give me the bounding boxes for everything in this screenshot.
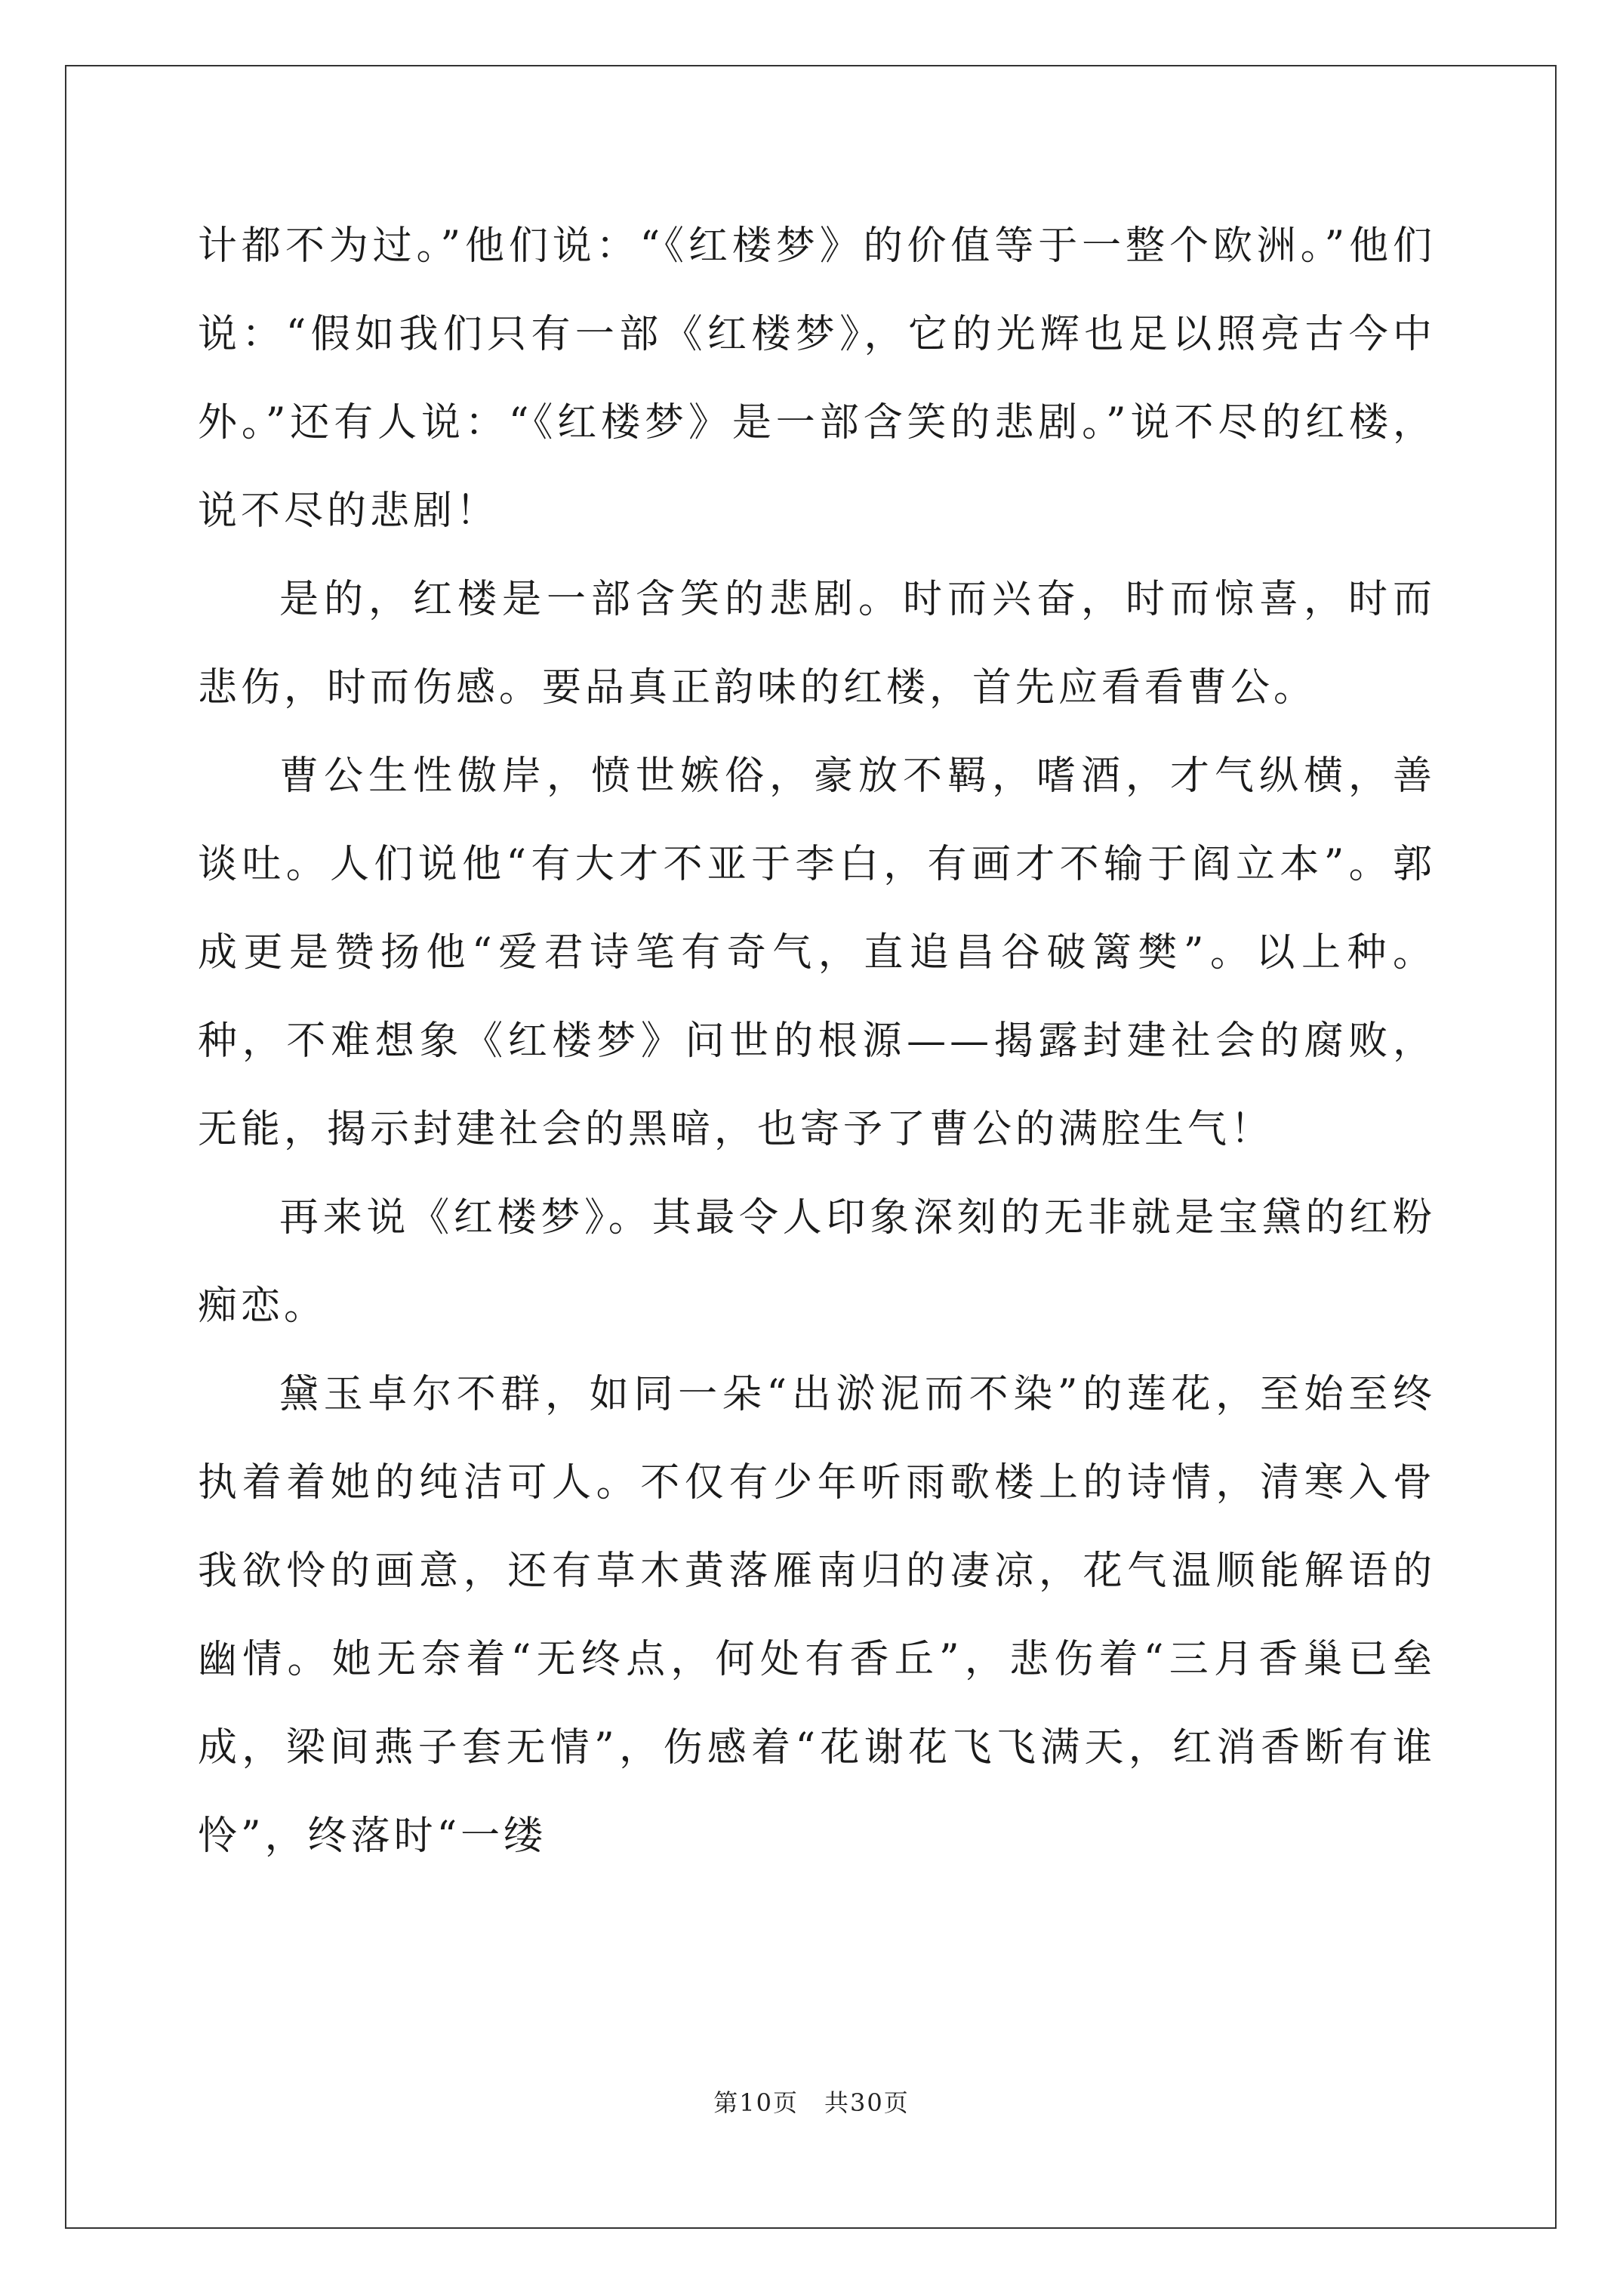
paragraph-4: 再来说《红楼梦》。其最令人印象深刻的无非就是宝黛的红粉痴恋。 (198, 1195, 1436, 1329)
document-body (198, 202, 1436, 1881)
paragraph-5: 黛玉卓尔不群，如同一朵“出淤泥而不染”的莲花，至始至终执着着她的纯洁可人。不仅有少年听雨歌楼上的诗情，清寒入骨我欲怜的画意，还有草木黄落雁南归的凄凉，花气温顺能解语的幽情。她无奈着“无终点，何处有香丘”，悲伤着“三月香巢已垒成，梁间燕子套无情”，伤感着“花谢花飞飞满天，红消香断有谁怜”，终落时“一缕 (198, 1372, 1436, 1859)
paragraph-1: 计都不为过。”他们说：“《红楼梦》的价值等于一整个欧洲。”他们说：“假如我们只有一部《红楼梦》，它的光辉也足以照亮古今中外。”还有人说：“《红楼梦》是一部含笑的悲剧。”说不尽的红楼，说不尽的悲剧！ (198, 223, 1436, 534)
paragraph-3: 曹公生性傲岸，愤世嫉俗，豪放不羁，嗜酒，才气纵横，善谈吐。人们说他“有大才不亚于李白，有画才不输于阎立本”。郭成更是赞扬他“爱君诗笔有奇气，直追昌谷破篱樊”。以上种。种，不难想象《红楼梦》问世的根源——揭露封建社会的腐败，无能，揭示封建社会的黑暗，也寄予了曹公的满腔生气！ (198, 754, 1436, 1152)
page-number-footer: 第10页 共30页 (713, 2088, 910, 2117)
paragraph-2: 是的，红楼是一部含笑的悲剧。时而兴奋，时而惊喜，时而悲伤，时而伤感。要品真正韵味的红楼，首先应看看曹公。 (198, 577, 1436, 710)
